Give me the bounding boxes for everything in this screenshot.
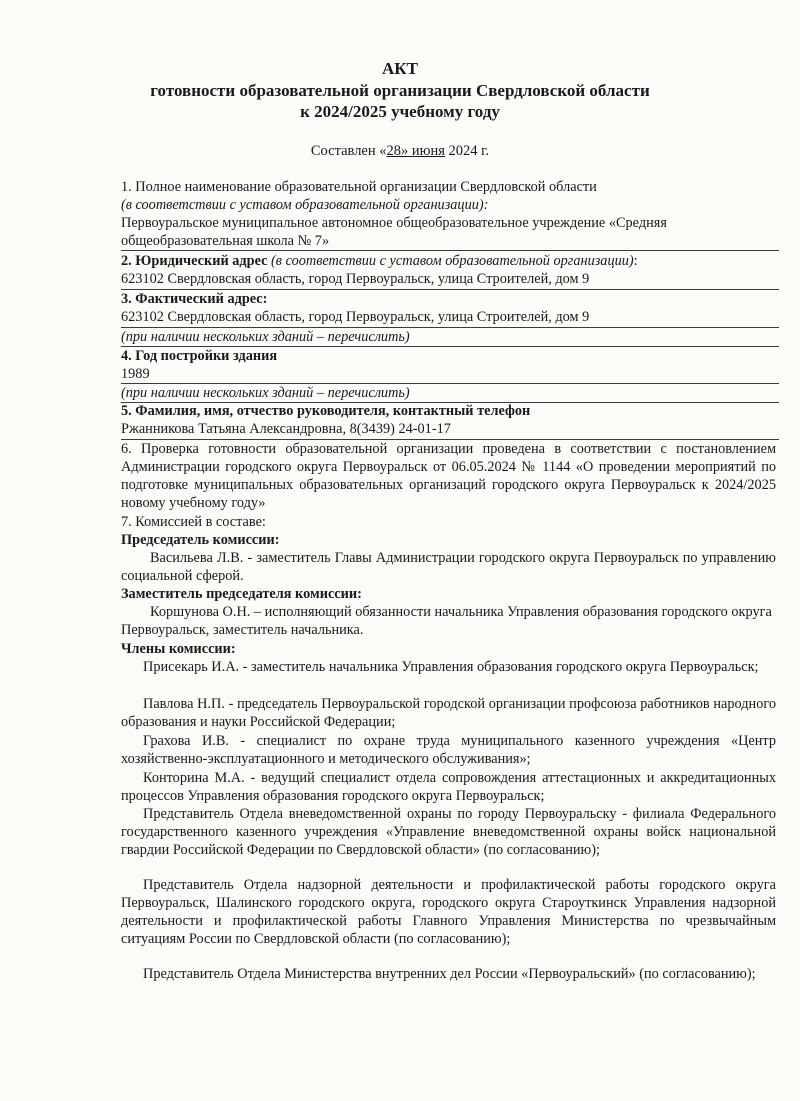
composed-date bbox=[0, 143, 800, 160]
section-7-label: 7. Комиссией в составе: bbox=[121, 514, 266, 530]
section-5-label: 5. Фамилия, имя, отчество руководителя, контактный телефон bbox=[121, 403, 531, 419]
doc-subtitle-line1: готовности образовательной организации Свердловской области bbox=[150, 81, 650, 100]
section-5 bbox=[121, 402, 776, 438]
members-heading: Члены комиссии: bbox=[121, 641, 236, 657]
deputy-text: Коршунова О.Н. – исполняющий обязанности начальника Управления образования городского округа Первоуральск, заместитель начальника. bbox=[121, 604, 772, 638]
member-item: Представитель Отдела надзорной деятельности и профилактической работы городского округа Первоуральск, Шалинского городского округа, городского округа Староуткинск Управления надзорной деятельности и профилактической работы Главного Управления Министерства по чрезвычайным ситуациям России по Свердловской области (по согласованию); bbox=[121, 877, 776, 947]
section-2-value: 623102 Свердловская область, город Первоуральск, улица Строителей, дом 9 bbox=[121, 271, 590, 287]
member-item: Конторина М.А. - ведущий специалист отдела сопровождения аттестационных и аккредитационных процессов Управления образования городского округа Первоуральск; bbox=[121, 770, 776, 804]
member-item: Грахова И.В. - специалист по охране труда муниципального казенного учреждения «Центр хозяйственно-эксплуатационного и методического обслуживания»; bbox=[121, 733, 776, 767]
divider bbox=[121, 250, 779, 251]
section-4-label: 4. Год постройки здания bbox=[121, 348, 278, 364]
section-1 bbox=[121, 178, 776, 250]
doc-title: АКТ bbox=[382, 59, 418, 78]
deputy-heading: Заместитель председателя комиссии: bbox=[121, 586, 362, 602]
chair-heading: Председатель комиссии: bbox=[121, 532, 280, 548]
section-1-note: (в соответствии с уставом образовательной организации): bbox=[121, 197, 489, 213]
chair-text: Васильева Л.В. - заместитель Главы Администрации городского округа Первоуральск по управлению социальной сферой. bbox=[121, 550, 776, 584]
member-item: Представитель Отдела вневедомственной охраны по городу Первоуральску - филиала Федерального государственного казенного учреждения «Управление вневедомственной охраны войск национальной гвардии Российской Федерации по Свердловской области» (по согласованию); bbox=[121, 806, 776, 858]
section-2-label: 2. Юридический адрес (в соответствии с уставом образовательной организации): bbox=[121, 253, 638, 269]
section-3 bbox=[121, 290, 776, 326]
composed-suffix: 2024 г. bbox=[444, 143, 490, 159]
section-5-value: Ржанникова Татьяна Александровна, 8(3439) 24-01-17 bbox=[121, 421, 451, 437]
section-1-label: 1. Полное наименование образовательной организации Свердловской области bbox=[121, 179, 597, 195]
section-6-text: 6. Проверка готовности образовательной организации проведена в соответствии с постановлением Администрации городского округа Первоуральск от 06.05.2024 № 1144 «О проведении мероприятий по подготовке муниципальных образовательных организаций городского округа Первоуральск к 2024/2025 новому учебному году» bbox=[121, 441, 776, 511]
section-2 bbox=[121, 252, 776, 288]
section-1-value: Первоуральское муниципальное автономное общеобразовательное учреждение «Средняя общеобразовательная школа № 7» bbox=[121, 215, 667, 249]
member-item: Представитель Отдела Министерства внутренних дел России «Первоуральский» (по согласованию); bbox=[143, 966, 756, 982]
member-item: Павлова Н.П. - председатель Первоуральской городской организации профсоюза работников народного образования и науки Российской Федерации; bbox=[121, 696, 776, 730]
section-4-value: 1989 bbox=[121, 366, 150, 382]
member-item: Присекарь И.А. - заместитель начальника Управления образования городского округа Первоуральск; bbox=[143, 659, 759, 675]
section-3-label: 3. Фактический адрес: bbox=[121, 291, 268, 307]
section-3-note: (при наличии нескольких зданий – перечислить) bbox=[121, 329, 410, 345]
doc-subtitle-line2: к 2024/2025 учебному году bbox=[300, 102, 500, 121]
section-4 bbox=[121, 347, 776, 383]
section-4-note: (при наличии нескольких зданий – перечислить) bbox=[121, 385, 410, 401]
composed-day: 28» июня bbox=[386, 143, 445, 159]
section-3-value: 623102 Свердловская область, город Первоуральск, улица Строителей, дом 9 bbox=[121, 309, 590, 325]
composed-prefix: Составлен « bbox=[310, 143, 387, 159]
